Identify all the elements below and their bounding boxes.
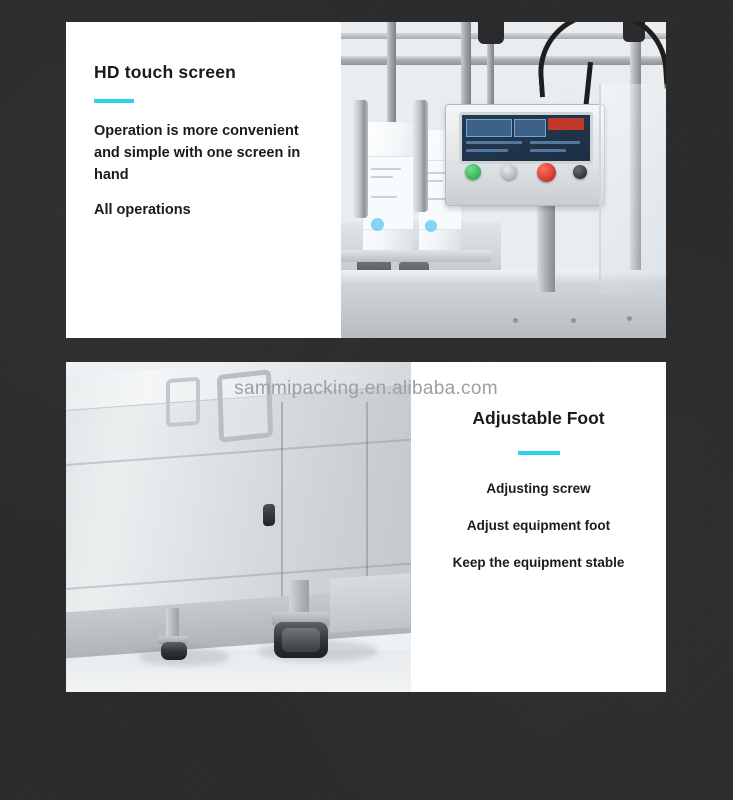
adjustable-foot-bullet-3: Keep the equipment stable <box>452 555 625 570</box>
hd-touch-screen-photo <box>341 22 666 338</box>
adjustable-foot-text-column <box>411 362 666 692</box>
cabinet-base-right <box>330 573 410 633</box>
watermark: sammipacking.en.alibaba.com <box>234 378 498 399</box>
cabinet-lock-latch[interactable] <box>263 504 275 527</box>
safety-glass-guard <box>599 84 666 294</box>
guide-cylinder-left <box>353 100 368 218</box>
bottle-left <box>363 122 413 262</box>
hd-touch-screen-subtext: All operations <box>94 202 191 219</box>
power-knob[interactable] <box>573 165 587 179</box>
feature-panel-adjustable-foot <box>66 362 666 692</box>
cabinet-handle-small[interactable] <box>166 377 200 427</box>
deck-bolt-1 <box>513 318 518 323</box>
hmi-support-arm <box>537 197 555 292</box>
emergency-stop-button[interactable] <box>537 163 556 182</box>
guide-cylinder-right <box>413 100 428 212</box>
cabinet-door-seam-a <box>281 402 283 622</box>
hd-touch-screen-text-column <box>66 22 341 338</box>
deck-bolt-3 <box>627 316 632 321</box>
accent-bar-top <box>94 99 134 103</box>
gripper-rail <box>341 250 491 262</box>
accent-bar-bottom <box>518 451 560 455</box>
feature-panel-hd-touch-screen <box>66 22 666 338</box>
adjustable-foot-photo <box>66 362 411 692</box>
caster-wheel-left <box>161 642 187 660</box>
selector-switch[interactable] <box>501 164 517 180</box>
adjustable-foot-bullet-2: Adjust equipment foot <box>466 518 611 533</box>
cabinet-handle-large[interactable] <box>217 369 273 443</box>
machine-knob-a <box>478 22 504 44</box>
adjustable-foot-title: Adjustable Foot <box>472 408 605 428</box>
caster-wheel-right-tread <box>282 628 320 652</box>
hd-touch-screen-paragraph: Operation is more convenient and simple with one screen in hand <box>94 123 301 183</box>
hmi-touch-screen[interactable] <box>459 112 593 164</box>
hd-touch-screen-title: HD touch screen <box>94 62 237 82</box>
adjustable-foot-bullet-1: Adjusting screw <box>486 481 591 496</box>
start-button-green[interactable] <box>465 164 481 180</box>
deck-bolt-2 <box>571 318 576 323</box>
